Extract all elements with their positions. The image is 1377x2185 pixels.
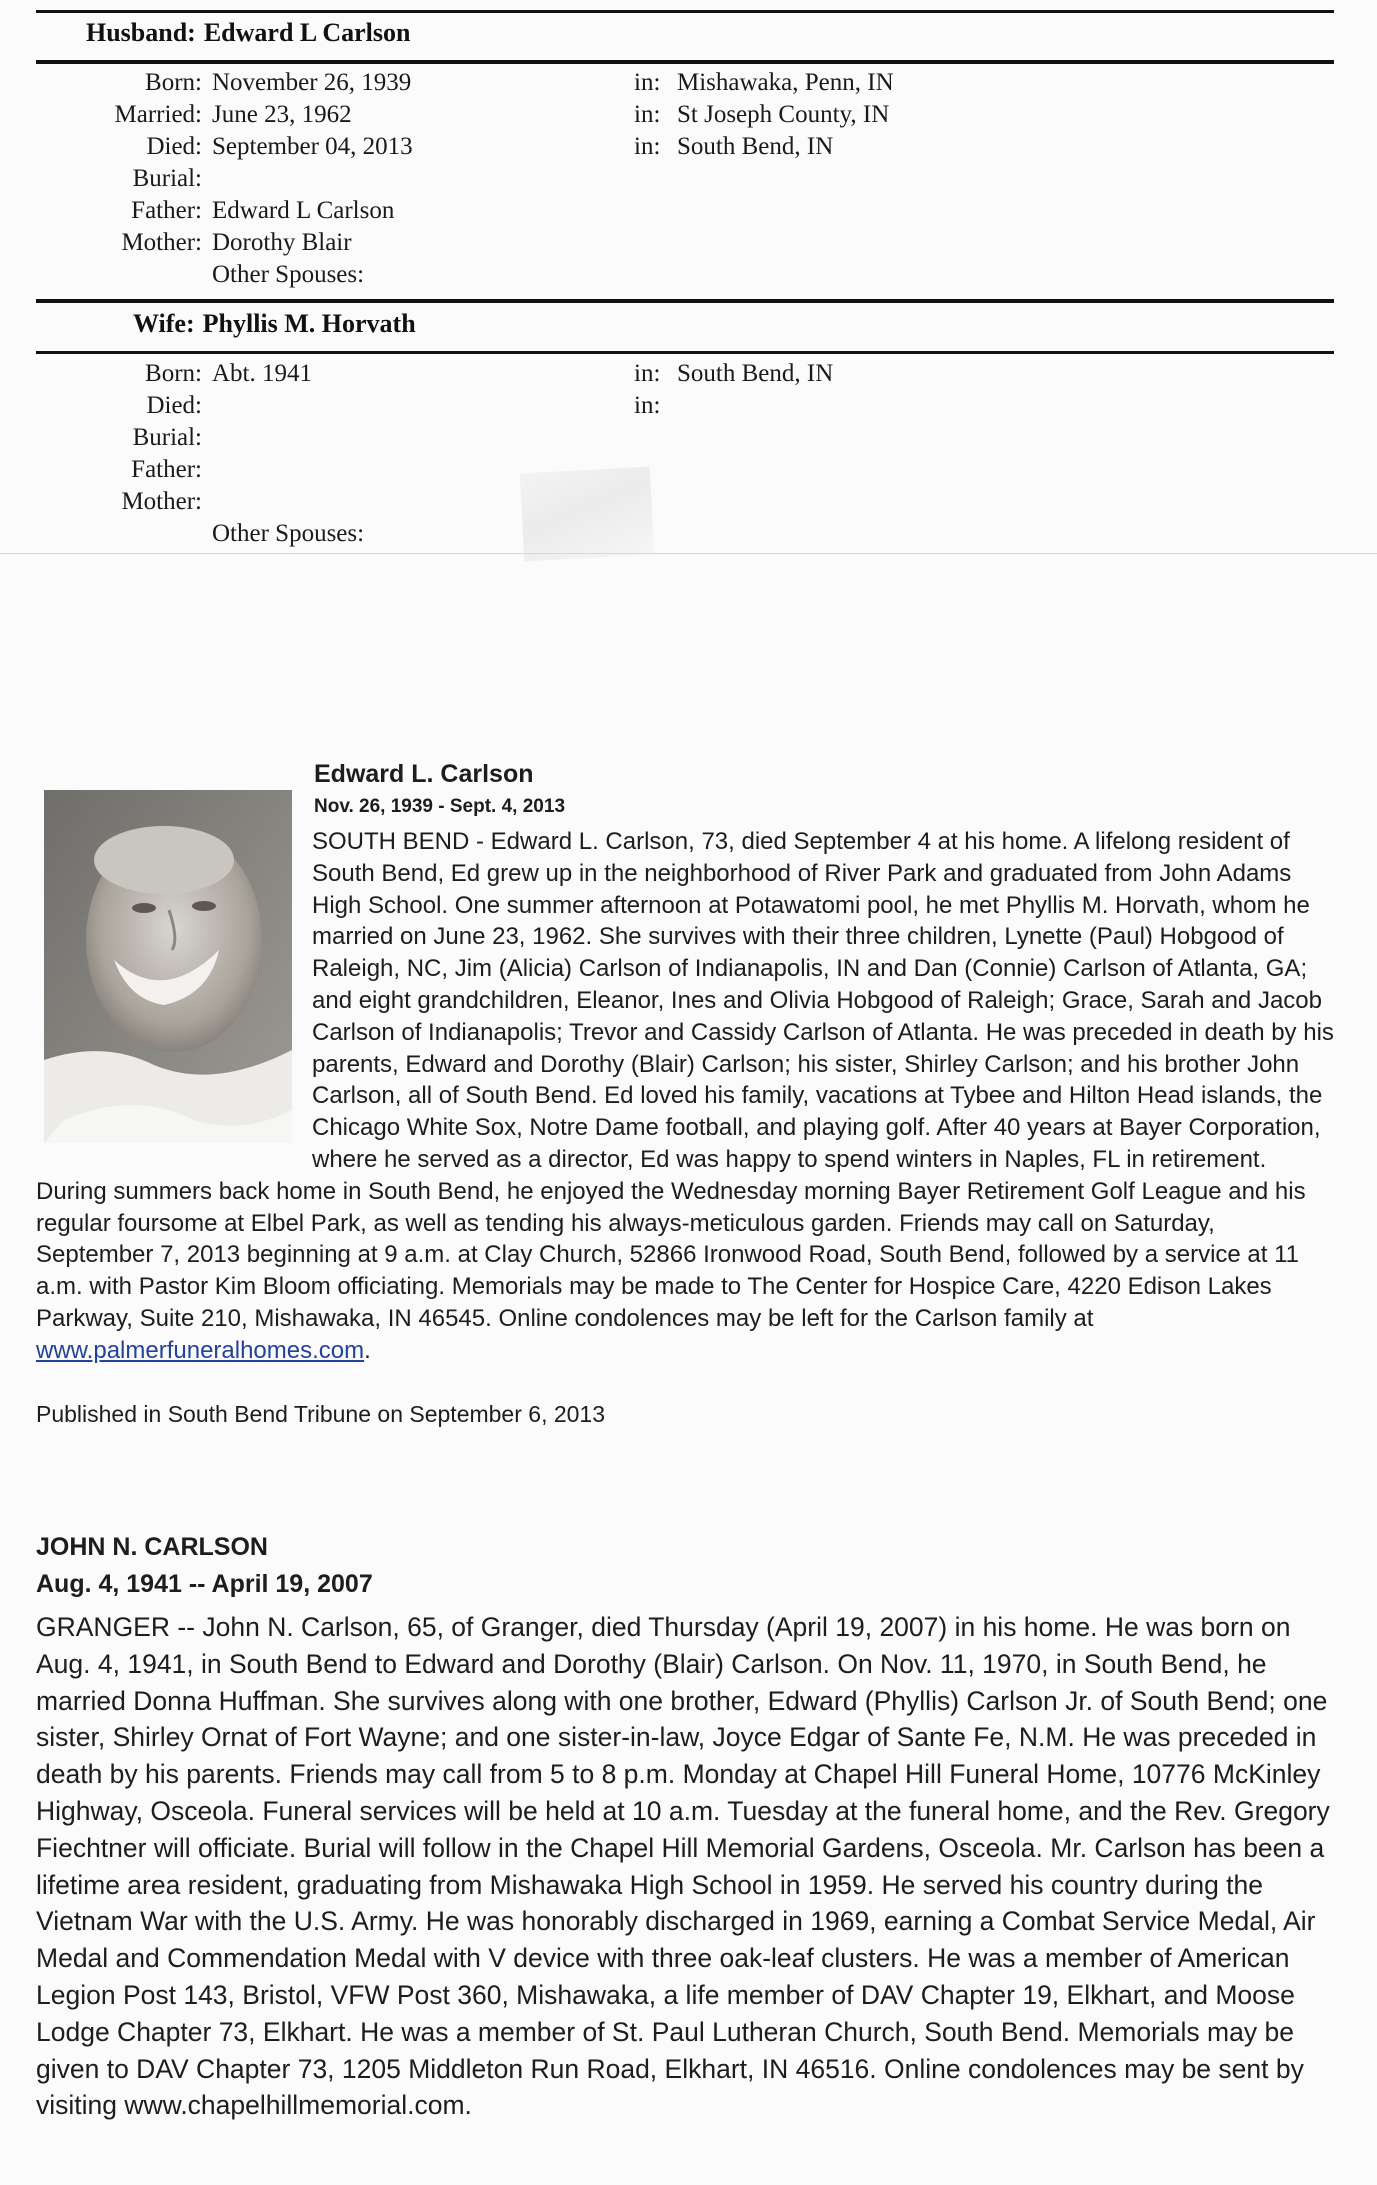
obituary-1-body-end: . xyxy=(364,1336,371,1364)
obituary-1-dates: Nov. 26, 1939 - Sept. 4, 2013 xyxy=(314,796,566,817)
husband-married-value: June 23, 1962 xyxy=(212,101,352,128)
husband-header xyxy=(86,18,410,48)
obituary-2-name: JOHN N. CARLSON xyxy=(36,1533,268,1561)
husband-died-label: Died: xyxy=(146,133,202,160)
husband-rule xyxy=(36,60,1334,64)
wife-name: Phyllis M. Horvath xyxy=(202,309,416,338)
husband-mother-label: Mother: xyxy=(121,229,202,256)
wife-father-label: Father: xyxy=(131,456,202,483)
husband-father-value: Edward L Carlson xyxy=(212,197,395,224)
tape-mark xyxy=(520,467,654,562)
wife-burial-label: Burial: xyxy=(132,424,202,451)
wife-rule xyxy=(36,351,1334,354)
husband-married-label: Married: xyxy=(114,101,202,128)
wife-top-rule xyxy=(36,299,1334,303)
husband-other-spouses-label: Other Spouses: xyxy=(212,261,365,288)
obituary-2-dates: Aug. 4, 1941 -- April 19, 2007 xyxy=(36,1570,373,1598)
husband-name: Edward L Carlson xyxy=(203,18,411,47)
photo-text-wrap-spacer xyxy=(36,826,312,1154)
wife-died-label: Died: xyxy=(146,392,202,419)
palmer-funeral-homes-link[interactable]: www.palmerfuneralhomes.com xyxy=(36,1336,365,1364)
husband-born-value: November 26, 1939 xyxy=(212,69,412,96)
husband-died-value: September 04, 2013 xyxy=(212,133,413,160)
wife-born-value: Abt. 1941 xyxy=(212,360,312,387)
obituary-1-name: Edward L. Carlson xyxy=(314,760,534,788)
husband-label: Husband: xyxy=(86,18,196,47)
husband-born-place: Mishawaka, Penn, IN xyxy=(677,69,894,96)
husband-born-in-label: in: xyxy=(634,69,661,96)
husband-died-in-label: in: xyxy=(634,133,661,160)
obituary-1-published: Published in South Bend Tribune on September 6, 2013 xyxy=(36,1401,606,1427)
wife-born-in-label: in: xyxy=(634,360,661,387)
husband-burial-label: Burial: xyxy=(132,165,202,192)
wife-mother-label: Mother: xyxy=(121,488,202,515)
husband-married-in-label: in: xyxy=(634,101,661,128)
husband-mother-value: Dorothy Blair xyxy=(212,229,352,256)
wife-born-place: South Bend, IN xyxy=(677,360,834,387)
obituary-1-body xyxy=(36,826,1336,1367)
husband-married-place: St Joseph County, IN xyxy=(677,101,890,128)
wife-other-spouses-label: Other Spouses: xyxy=(212,520,365,547)
husband-born-label: Born: xyxy=(145,69,202,96)
wife-label: Wife: xyxy=(133,309,195,338)
wife-died-in-label: in: xyxy=(634,392,661,419)
fold-line xyxy=(0,553,1377,554)
obituary-1-body-text: SOUTH BEND - Edward L. Carlson, 73, died September 4 at his home. A lifelong resident of South Bend, Ed grew up in the neighborhood of River Park and graduated from John Adams High School. One summer afternoon at Potawatomi pool, he met Phyllis M. Horvath, whom he married on June 23, 1962. She survives with their three children, Lynette (Paul) Hobgood of Raleigh, NC, Jim (Alicia) Carlson of Indianapolis, IN and Dan (Connie) Carlson of Atlanta, GA; and eight grandchildren, Eleanor, Ines and Olivia Hobgood of Raleigh; Grace, Sarah and Jacob Carlson of Indianapolis; Trevor and Cassidy Carlson of Atlanta. He was preceded in death by his parents, Edward and Dorothy (Blair) Carlson; his sister, Shirley Carlson; and his brother John Carlson, all of South Bend. Ed loved his family, vacations at Tybee and Hilton Head islands, the Chicago White Sox, Notre Dame football, and playing golf. After 40 years at Bayer Corporation, where he served as a director, Ed was happy to spend winters in Naples, FL in retirement. During summers back home in South Bend, he enjoyed the Wednesday morning Bayer Retirement Golf League and his regular foursome at Elbel Park, as well as tending his always-meticulous garden. Friends may call on Saturday, September 7, 2013 beginning at 9 a.m. at Clay Church, 52866 Ironwood Road, South Bend, followed by a service at 11 a.m. with Pastor Kim Bloom officiating. Memorials may be made to The Center for Hospice Care, 4220 Edison Lakes Parkway, Suite 210, Mishawaka, IN 46545. Online condolences may be left for the Carlson family at xyxy=(36,828,1334,1332)
obituary-2-body: GRANGER -- John N. Carlson, 65, of Granger, died Thursday (April 19, 2007) in his home. He was born on Aug. 4, 1941, in South Bend to Edward and Dorothy (Blair) Carlson. On Nov. 11, 1970, in South Bend, he married Donna Huffman. She survives along with one brother, Edward (Phyllis) Carlson Jr. of South Bend; one sister, Shirley Ornat of Fort Wayne; and one sister-in-law, Joyce Edgar of Sante Fe, N.M. He was preceded in death by his parents. Friends may call from 5 to 8 p.m. Monday at Chapel Hill Funeral Home, 10776 McKinley Highway, Osceola. Funeral services will be held at 10 a.m. Tuesday at the funeral home, and the Rev. Gregory Fiechtner will officiate. Burial will follow in the Chapel Hill Memorial Gardens, Osceola. Mr. Carlson has been a lifetime area resident, graduating from Mishawaka High School in 1959. He served his country during the Vietnam War with the U.S. Army. He was honorably discharged in 1969, earning a Combat Service Medal, Air Medal and Commendation Medal with V device with three oak-leaf clusters. He was a member of American Legion Post 143, Bristol, VFW Post 360, Mishawaka, a life member of DAV Chapter 19, Elkhart, and Moose Lodge Chapter 73, Elkhart. He was a member of St. Paul Lutheran Church, South Bend. Memorials may be given to DAV Chapter 73, 1205 Middleton Run Road, Elkhart, IN 46516. Online condolences may be sent by visiting www.chapelhillmemorial.com. xyxy=(36,1612,1330,2121)
wife-born-label: Born: xyxy=(145,360,202,387)
husband-died-place: South Bend, IN xyxy=(677,133,834,160)
top-rule xyxy=(36,10,1334,13)
husband-father-label: Father: xyxy=(131,197,202,224)
wife-header xyxy=(133,309,416,339)
